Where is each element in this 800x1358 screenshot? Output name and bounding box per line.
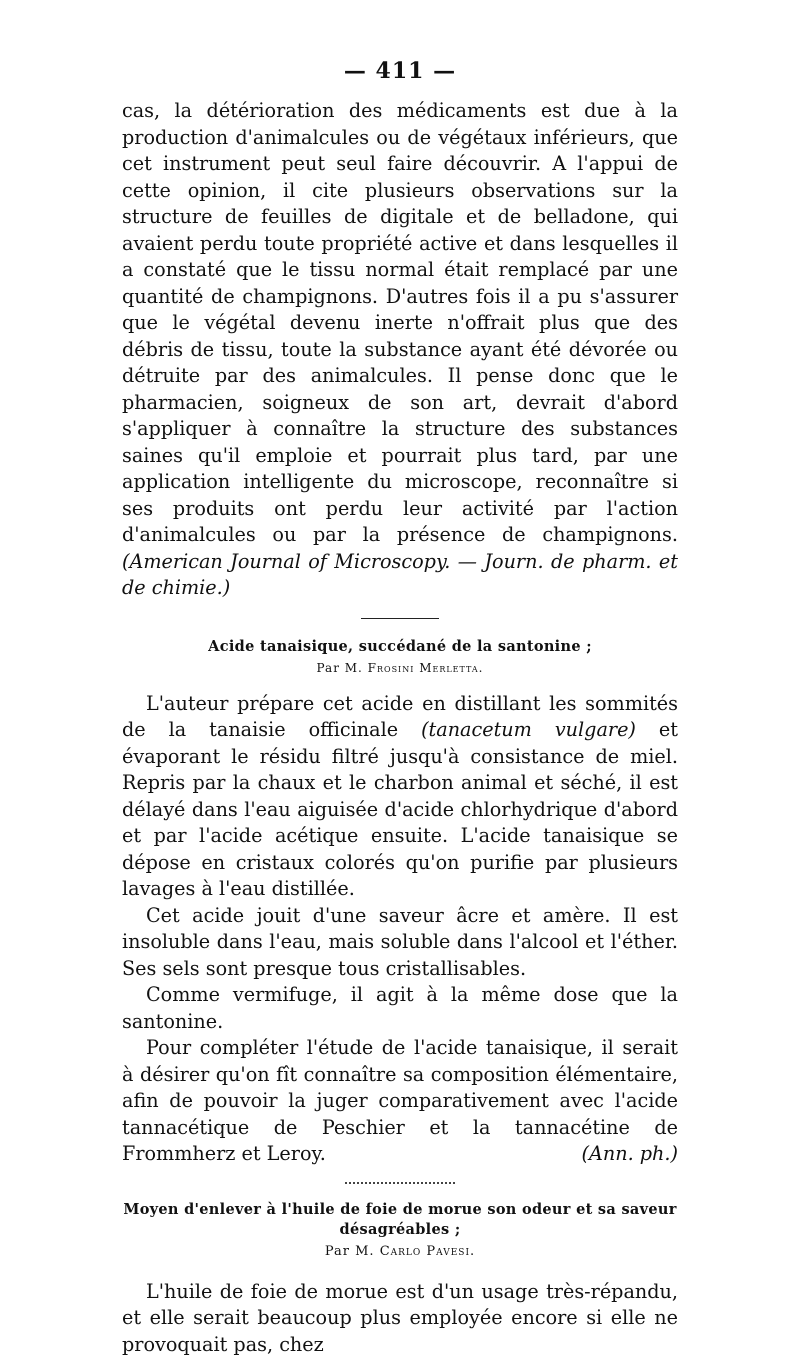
section-2-byline-prefix: Par M. [325, 1244, 375, 1259]
section-1-paragraph-3: Comme vermifuge, il agit à la même dose que la santonine. [122, 982, 678, 1035]
paragraph-1 [122, 98, 678, 602]
page-number: — 411 — [122, 58, 678, 84]
section-1-paragraph-1 [122, 691, 678, 903]
section-divider [361, 618, 439, 619]
paragraph-1-text: cas, la détérioration des médicaments est due à la production d'animalcules ou de végétaux inférieurs, que cet instrument peut seul faire découvrir. A l'appui de cette opinion, il cite plusieurs observations sur la structure de feuilles de digitale et de belladone, qui avaient perdu toute propriété active et dans lesquelles il a constaté que le tissu normal était remplacé par une quantité de champignons. D'autres fois il a pu s'assurer que le végétal devenu inerte n'offrait plus que des débris de tissu, toute la substance ayant été dévorée ou détruite par des animalcules. Il pense donc que le pharmacien, soigneux de son art, devrait d'abord s'appliquer à connaître la structure des substances saines qu'il emploie et pourrait plus tard, par une application intelligente du microscope, reconnaître si ses produits ont perdu leur activité par l'action d'animalcules ou par la présence de champignons. [122, 99, 678, 546]
section-1-title: Acide tanaisique, succédané de la santonine ; [122, 637, 678, 657]
paragraph-1-citation: (American Journal of Microscopy. — Journ. de pharm. et de chimie.) [122, 550, 678, 600]
section-1-paragraph-4 [122, 1035, 678, 1168]
section-1-p4-citation: (Ann. ph.) [558, 1141, 678, 1168]
section-2-title: Moyen d'enlever à l'huile de foie de morue son odeur et sa saveur désagréables ; [122, 1200, 678, 1240]
section-1-byline-prefix: Par M. [317, 661, 363, 675]
section-1-p1-text: L'auteur prépare cet acide en distillant les sommités de la tanaisie officinale [122, 692, 678, 742]
section-1-p4-text: Pour compléter l'étude de l'acide tanaisique, il serait à désirer qu'on fît connaître sa composition élémentaire, afin de pouvoir la juger comparativement avec l'acide tannacétique de Peschier et la tannacétine de Frommherz et Leroy. [122, 1036, 678, 1165]
section-2-author: Carlo Pavesi. [380, 1244, 475, 1259]
section-1-p1-rest: et évaporant le résidu filtré jusqu'à consistance de miel. Repris par la chaux et le charbon animal et séché, il est délayé dans l'eau aiguisée d'acide chlorhydrique d'abord et par l'acide acétique ensuite. L'acide tanaisique se dépose en cristaux colorés qu'on purifie par plusieurs lavages à l'eau distillée. [122, 718, 678, 900]
section-divider-dotted [345, 1182, 455, 1184]
section-1-p1-italic: (tanacetum vulgare) [421, 718, 636, 741]
section-1-byline [122, 661, 678, 675]
section-1-author: Frosini Merletta. [368, 661, 484, 675]
section-2-byline [122, 1244, 678, 1259]
page-body [122, 58, 678, 1358]
section-1-paragraph-2: Cet acide jouit d'une saveur âcre et amère. Il est insoluble dans l'eau, mais soluble dans l'alcool et l'éther. Ses sels sont presque tous cristallisables. [122, 903, 678, 983]
section-2-paragraph-1: L'huile de foie de morue est d'un usage très-répandu, et elle serait beaucoup plus employée encore si elle ne provoquait pas, chez [122, 1279, 678, 1358]
